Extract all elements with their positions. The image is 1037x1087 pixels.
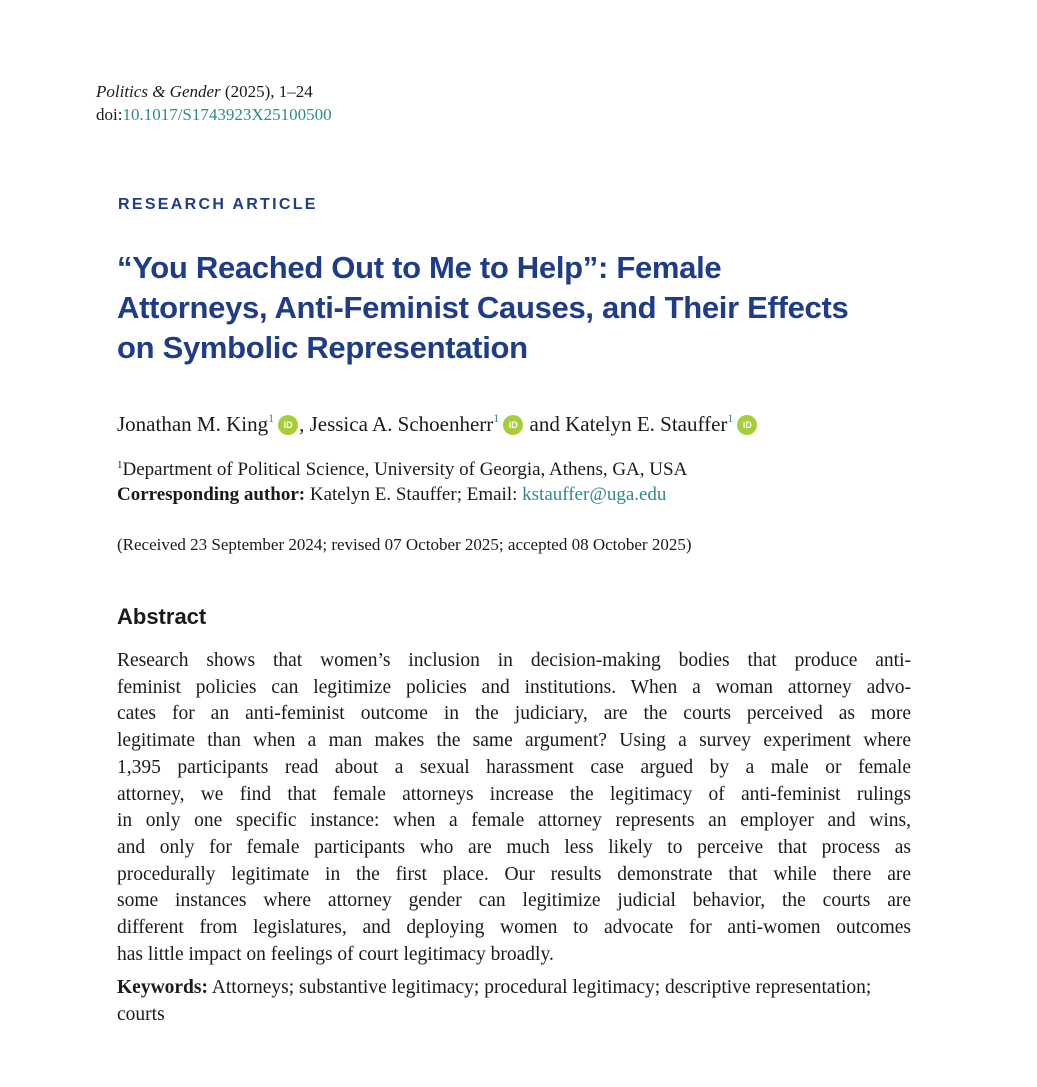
author-separator: , bbox=[299, 412, 310, 436]
doi-prefix: doi: bbox=[96, 105, 123, 124]
abstract-line: has little impact on feelings of court legitimacy broadly. bbox=[117, 943, 554, 965]
affiliation-marker: 1 bbox=[493, 411, 500, 425]
title-line: Attorneys, Anti-Feminist Causes, and Their Effects bbox=[117, 290, 849, 325]
abstract-line: cates for an anti-feminist outcome in the judiciary, are the courts perceived as more bbox=[117, 703, 911, 725]
keywords-text: Attorneys; substantive legitimacy; procedural legitimacy; descriptive representation; courts bbox=[117, 977, 872, 1025]
abstract-line: legitimate than when a man makes the same argument? Using a survey experiment where bbox=[117, 730, 911, 752]
keywords bbox=[117, 975, 911, 1028]
affiliation bbox=[117, 457, 687, 482]
corresponding-author bbox=[117, 482, 666, 507]
abstract-line: 1,395 participants read about a sexual harassment case argued by a male or female bbox=[117, 756, 911, 778]
author-name: Katelyn E. Stauffer bbox=[565, 412, 728, 436]
journal-name: Politics & Gender bbox=[96, 82, 221, 101]
doi-link[interactable]: 10.1017/S1743923X25100500 bbox=[122, 105, 332, 124]
author-name: Jonathan M. King bbox=[117, 412, 269, 436]
abstract-line: in only one specific instance: when a female attorney represents an employer and wins, bbox=[117, 810, 911, 832]
corresponding-label: Corresponding author: bbox=[117, 484, 306, 505]
abstract-line: feminist policies can legitimize policies and institutions. When a woman attorney advo- bbox=[117, 676, 911, 698]
affiliation-text: Department of Political Science, University of Georgia, Athens, GA, USA bbox=[122, 459, 688, 480]
abstract-line: attorney, we find that female attorneys increase the legitimacy of anti-feminist rulings bbox=[117, 783, 911, 805]
doi-line bbox=[96, 103, 332, 126]
abstract-line: different from legislatures, and deploying women to advocate for anti-women outcomes bbox=[117, 917, 911, 939]
title-line: on Symbolic Representation bbox=[117, 330, 528, 365]
journal-citation bbox=[96, 80, 313, 103]
orcid-icon[interactable]: iD bbox=[737, 415, 757, 435]
abstract-body bbox=[117, 648, 911, 968]
article-type-label: RESEARCH ARTICLE bbox=[118, 196, 318, 213]
orcid-icon[interactable]: iD bbox=[503, 415, 523, 435]
title-line: “You Reached Out to Me to Help”: Female bbox=[117, 250, 722, 285]
affiliation-number: 1 bbox=[117, 459, 123, 471]
abstract-line: procedurally legitimate in the first place. Our results demonstrate that while there are bbox=[117, 863, 911, 885]
journal-year-pages: (2025), 1–24 bbox=[220, 82, 313, 101]
abstract-line: Research shows that women’s inclusion in decision-making bodies that produce anti- bbox=[117, 650, 911, 671]
abstract-heading: Abstract bbox=[117, 604, 207, 629]
keywords-label: Keywords: bbox=[117, 977, 208, 998]
corresponding-text: Katelyn E. Stauffer; Email: bbox=[305, 484, 523, 505]
abstract-line: some instances where attorney gender can legitimize judicial behavior, the courts are bbox=[117, 890, 911, 912]
abstract-line: and only for female participants who are much less likely to perceive that process as bbox=[117, 836, 911, 858]
article-history: (Received 23 September 2024; revised 07 October 2025; accepted 08 October 2025) bbox=[117, 535, 692, 554]
author-list bbox=[117, 410, 758, 438]
affiliation-marker: 1 bbox=[268, 411, 275, 425]
author-separator: and bbox=[524, 412, 566, 436]
email-link[interactable]: kstauffer@uga.edu bbox=[522, 484, 667, 505]
affiliation-marker: 1 bbox=[727, 411, 734, 425]
orcid-icon[interactable]: iD bbox=[278, 415, 298, 435]
article-title bbox=[117, 248, 937, 368]
author-name: Jessica A. Schoenherr bbox=[309, 412, 494, 436]
